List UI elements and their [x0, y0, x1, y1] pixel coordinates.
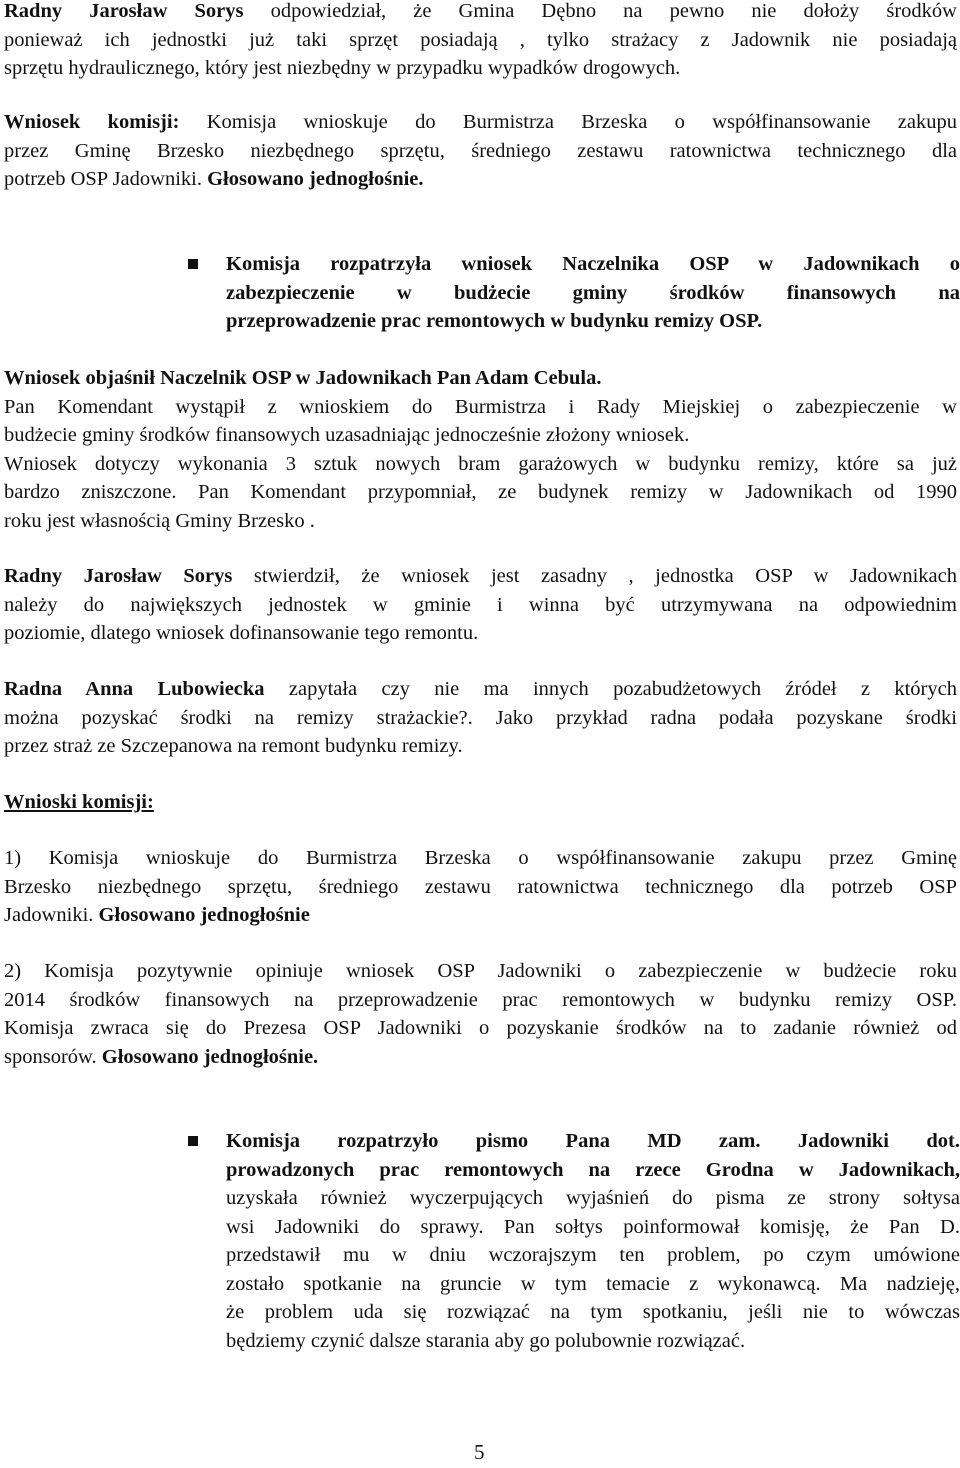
paragraph-sorys-statement [4, 562, 957, 648]
text-line: przeprowadzenie prac remontowych w budynku remizy OSP. [226, 310, 763, 332]
text-line: prowadzonych prac remontowych na rzece Grodna w Jadownikach, [226, 1158, 960, 1181]
text-line: Jadowniki. Głosowano jednogłośnie [4, 904, 310, 926]
speaker-name: Radny Jarosław Sorys [4, 565, 233, 587]
text-line: sponsorów. Głosowano jednogłośnie. [4, 1045, 319, 1068]
text-line: bardzo zniszczone. Pan Komendant przypomniał, ze budynek remizy w Jadownikach od 1990 [4, 481, 957, 503]
paragraph-commander-explanation [4, 364, 957, 535]
text-line: można pozyskać środki na remizy strażackie?. Jako przykład radna podała pozyskane środki [4, 706, 957, 729]
text-line: Komisja rozpatrzyło pismo Pana MD zam. Jadowniki dot. [226, 1130, 960, 1152]
paragraph-lubowiecka-question [4, 675, 957, 761]
text-line: przedstawił mu w dniu wczorajszym ten problem, po czym umówione [226, 1244, 960, 1266]
text-line: Brzesko niezbędnego sprzętu, średniego zestawu ratownictwa technicznego dla potrzeb OSP [4, 875, 957, 898]
paragraph-commission-motion [4, 108, 957, 194]
text-line: przez straż ze Szczepanowa na remont budynku remizy. [4, 735, 463, 757]
text-line: Wniosek dotyczy wykonania 3 sztuk nowych bram garażowych w budynku remizy, które sa już [4, 452, 957, 475]
speaker-name: Radna Anna Lubowiecka [4, 678, 265, 700]
paragraph-sorys-response [4, 0, 957, 83]
text-line: Komisja zwraca się do Prezesa OSP Jadowniki o pozyskanie środków na to zadanie również od [4, 1017, 957, 1039]
speaker-name: Radny Jarosław Sorys [4, 0, 244, 22]
section-heading: Wnioski komisji: [4, 791, 154, 813]
bullet-item-remiza-request [226, 250, 960, 336]
text-line: sprzętu hydraulicznego, który jest niezbędny w przypadku wypadków drogowych. [4, 57, 681, 79]
text-line: Radny Jarosław Sorys odpowiedział, że Gmina Dębno na pewno nie dołoży środków [4, 0, 957, 22]
square-bullet-icon [188, 1136, 198, 1146]
text-line: Pan Komendant wystąpił z wnioskiem do Burmistrza i Rady Miejskiej o zabezpieczenie w [4, 395, 957, 418]
paragraph-conclusion-1 [4, 844, 957, 930]
paragraph-conclusion-2 [4, 957, 957, 1071]
text-line: wsi Jadowniki do sprawy. Pan sołtys poinformował komisję, że Pan D. [226, 1215, 960, 1238]
bullet-item-grodna-letter [226, 1127, 960, 1355]
vote-result: Głosowano jednogłośnie. [207, 168, 424, 190]
text-line: zabezpieczenie w budżecie gminy środków finansowych na [226, 281, 960, 304]
text-line: należy do największych jednostek w gminie i winna być utrzymywana na odpowiednim [4, 593, 957, 616]
commission-conclusions-heading [4, 788, 957, 817]
text-line: ponieważ ich jednostki już taki sprzęt posiadają , tylko strażacy z Jadownik nie posiadają [4, 28, 957, 51]
text-line: potrzeb OSP Jadowniki. Głosowano jednogłośnie. [4, 168, 424, 190]
motion-label: Wniosek komisji: [4, 111, 180, 133]
text-line: Radny Jarosław Sorys stwierdził, że wniosek jest zasadny , jednostka OSP w Jadownikach [4, 565, 957, 587]
vote-result: Głosowano jednogłośnie. [101, 1045, 319, 1068]
vote-result: Głosowano jednogłośnie [98, 904, 310, 926]
text-line: 2) Komisja pozytywnie opiniuje wniosek OSP Jadowniki o zabezpieczenie w budżecie roku [4, 960, 957, 982]
text-line: Komisja rozpatrzyła wniosek Naczelnika OSP w Jadownikach o [226, 253, 960, 275]
text-line: Wniosek komisji: Komisja wnioskuje do Burmistrza Brzeska o współfinansowanie zakupu [4, 111, 957, 133]
text-line: roku jest własnością Gminy Brzesko . [4, 509, 315, 532]
text-line: zostało spotkanie na gruncie w tym temacie z wykonawcą. Ma nadzieję, [226, 1272, 960, 1295]
text-line: przez Gminę Brzesko niezbędnego sprzętu, średniego zestawu ratownictwa technicznego dla [4, 139, 957, 162]
text-line: Radna Anna Lubowiecka zapytała czy nie ma innych pozabudżetowych źródeł z których [4, 678, 957, 700]
square-bullet-icon [188, 259, 198, 269]
text-line: budżecie gminy środków finansowych uzasadniając jednocześnie złożony wniosek. [4, 424, 690, 446]
text-line: uzyskała również wyczerpujących wyjaśnień do pisma ze strony sołtysa [226, 1187, 960, 1209]
text-line: będziemy czynić dalsze starania aby go polubownie rozwiązać. [226, 1329, 746, 1352]
text-line: 1) Komisja wnioskuje do Burmistrza Brzeska o współfinansowanie zakupu przez Gminę [4, 847, 957, 869]
page-number: 5 [474, 1440, 485, 1464]
text-line: 2014 środków finansowych na przeprowadzenie prac remontowych w budynku remizy OSP. [4, 988, 957, 1011]
section-heading: Wniosek objaśnił Naczelnik OSP w Jadownikach Pan Adam Cebula. [4, 367, 602, 389]
text-line: że problem uda się rozwiązać na tym spotkaniu, jeśli nie to wówczas [226, 1301, 960, 1323]
text-line: poziomie, dlatego wniosek dofinansowanie tego remontu. [4, 622, 479, 644]
